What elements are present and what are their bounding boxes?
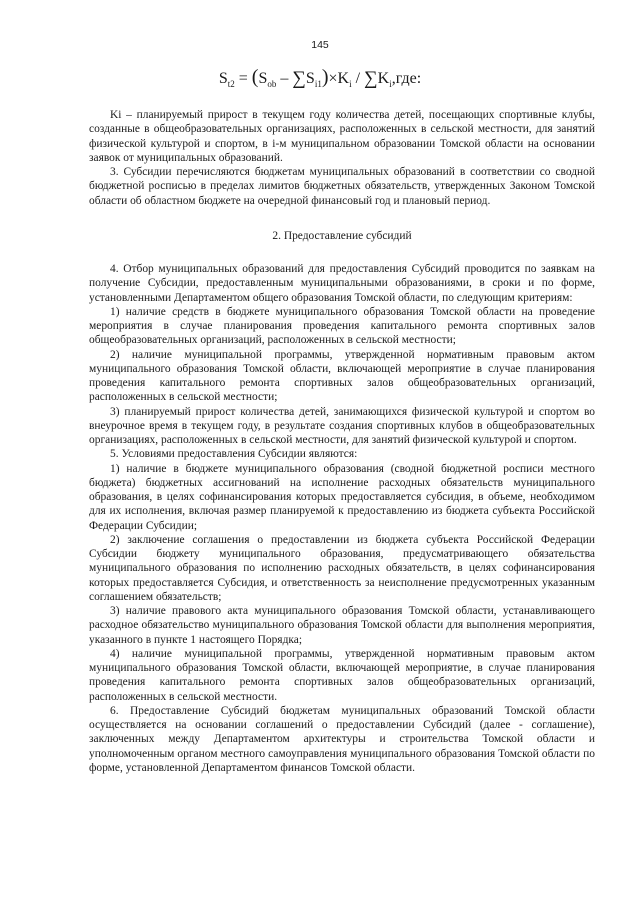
paragraph-4-item-3: 3) планируемый прирост количества детей, занимающихся физической культурой и спортом во внеурочное время в текущем году, в результате создания спортивных клубов в общеобразовательных организациях, расположенных в сельской местности, для занятий физической культурой и спортом. xyxy=(89,405,595,446)
formula-term-si1-sub: i1 xyxy=(314,79,322,90)
formula-sum-sign-2: ∑ xyxy=(364,68,378,89)
formula-times: × xyxy=(328,70,338,87)
paragraph-5-item-4: 4) наличие муниципальной программы, утвержденной нормативным правовым актом муниципального образования Томской области, включающей мероприятие, в случае планирования проведения капитального ремонта спортивных залов общеобразовательных организаций, расположенных в сельской местности. xyxy=(89,647,595,703)
formula-open-paren: ( xyxy=(251,66,259,88)
page-number: 145 xyxy=(311,39,329,51)
formula-lhs-sub: t2 xyxy=(227,79,235,90)
formula-k-2: K xyxy=(377,70,390,87)
section-heading: 2. Предоставление субсидий xyxy=(272,229,412,242)
document-body xyxy=(89,108,595,775)
paragraph-4: 4. Отбор муниципальных образований для предоставления Субсидий проводится по заявкам на получение Субсидии, предоставленным муниципальными образованиями, в сроки и по форме, установленными Департаментом общего образования Томской области, по следующим критериям: xyxy=(89,263,595,304)
paragraph-3: 3. Субсидии перечисляются бюджетам муниципальных образований в соответствии со сводной бюджетной росписью в пределах лимитов бюджетных обязательств, утвержденных Законом Томской области об областном бюджете на очередной финансовый год и плановый период. xyxy=(89,166,595,207)
formula-sum-sign: ∑ xyxy=(292,68,306,89)
paragraph-5: 5. Условиями предоставления Субсидии являются: xyxy=(110,448,358,461)
paragraph-6: 6. Предоставление Субсидий бюджетам муниципальных образований Томской области осуществляется на основании соглашений о предоставлении Субсидий (далее - соглашение), заключенных между Департаментом архитектуры и строительства Томской области и уполномоченным органом местного самоуправления муниципального образования Томской области по форме, установленной Департаментом финансов Томской области. xyxy=(89,704,595,774)
formula-slash: / xyxy=(355,70,361,87)
paragraph-ki-definition: Ki – планируемый прирост в текущем году количества детей, посещающих спортивные клубы, созданные в общеобразовательных организациях, расположенных в сельской местности, для занятий физической культурой и спортом, в i-м муниципальном образовании Томской области на основании заявок от муниципальных образований. xyxy=(89,109,595,164)
paragraph-5-item-3: 3) наличие правового акта муниципального образования Томской области, устанавливающего расходное обязательство муниципального образования Томской области для выполнения мероприятия, указанного в пункте 1 настоящего Порядка; xyxy=(89,605,595,646)
formula-k-sub: i xyxy=(349,79,352,90)
formula-term-si1: S xyxy=(305,70,315,87)
formula-minus: – xyxy=(280,70,289,87)
formula-k-2-sub: i xyxy=(389,79,392,90)
paragraph-5-item-2: 2) заключение соглашения о предоставлении из бюджета субъекта Российской Федерации Субсидии бюджету муниципального образования, предусматривающего обязательства муниципального образования по исполнению расходных обязательств, в целях софинансирования которых предоставляется Субсидия, и ответственность за неисполнение предусмотренных указанным соглашением обязательств; xyxy=(89,533,595,603)
formula-lhs: S xyxy=(218,70,228,87)
formula-tail: ,где: xyxy=(391,70,422,87)
formula-term-sob-sub: ob xyxy=(267,79,277,90)
paragraph-4-item-1: 1) наличие средств в бюджете муниципального образования Томской области на проведение мероприятия в случае планирования проведения капитального ремонта спортивных залов общеобразовательных организаций, расположенных в сельской местности; xyxy=(89,305,595,347)
formula-term-sob: S xyxy=(258,70,268,87)
paragraph-5-item-1: 1) наличие в бюджете муниципального образования (сводной бюджетной росписи местного бюджета) бюджетных ассигнований на исполнение расходных обязательств муниципального образования, в целях софинансирования которых предоставляется субсидия, в объеме, необходимом для их исполнения, включая размер планируемой к предоставлению из бюджета субъекта Российской Федерации Субсидии; xyxy=(89,462,595,532)
formula-close-paren: ) xyxy=(321,66,329,88)
paragraph-4-item-2: 2) наличие муниципальной программы, утвержденной нормативным правовым актом муниципального образования Томской области, включающей мероприятие в случае планирования проведения капитального ремонта спортивных залов общеобразовательных организаций, расположенных в сельской местности; xyxy=(89,348,595,404)
formula-k: K xyxy=(337,70,350,87)
formula: $S_{t2} = (S_{ob} - \sum S_{i1})\times K_i / \sum K_i,где$: xyxy=(218,66,422,90)
